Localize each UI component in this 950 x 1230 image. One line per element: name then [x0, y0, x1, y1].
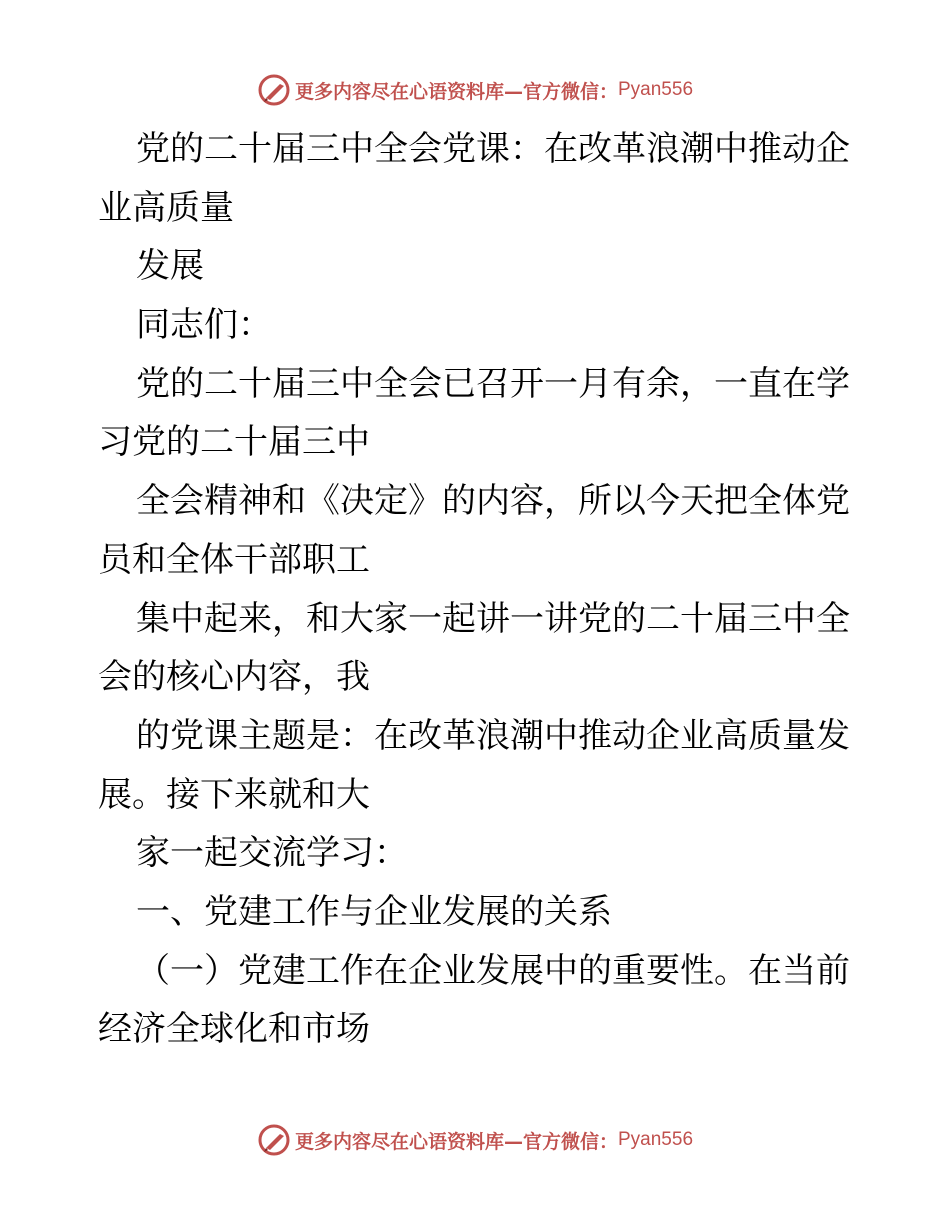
text-line: 全会精神和《决定》的内容，所以今天把全体党: [136, 481, 850, 522]
text-line: （一）党建工作在企业发展中的重要性。在当前: [136, 950, 850, 991]
text-line: 集中起来，和大家一起讲一讲党的二十届三中全: [136, 598, 850, 639]
watermark-text: 更多内容尽在心语资料库—官方微信：: [294, 80, 618, 103]
text-line: 经济全球化和市场: [98, 1009, 370, 1050]
header-watermark: [0, 72, 950, 108]
text-line: 的党课主题是：在改革浪潮中推动企业高质量发: [136, 715, 850, 756]
watermark-wechat-id: Pyan556: [618, 1129, 694, 1150]
pen-logo-icon: [257, 73, 291, 107]
text-line: 同志们：: [136, 305, 272, 346]
pen-logo-icon: [257, 1123, 291, 1157]
text-line: 展。接下来就和大: [98, 774, 370, 815]
text-line: 一、党建工作与企业发展的关系: [136, 891, 612, 932]
text-line: 党的二十届三中全会已召开一月有余，一直在学: [136, 363, 850, 404]
text-line: 家一起交流学习：: [136, 833, 408, 874]
text-line: 会的核心内容，我: [98, 657, 370, 698]
text-line: 习党的二十届三中: [98, 422, 370, 463]
text-line: 发展: [136, 246, 204, 287]
document-body: [98, 120, 858, 1059]
text-line: 党的二十届三中全会党课：在改革浪潮中推动企: [136, 129, 850, 169]
text-line: 员和全体干部职工: [98, 539, 370, 580]
footer-watermark: [0, 1122, 950, 1158]
watermark-wechat-id: Pyan556: [618, 79, 694, 100]
watermark-text: 更多内容尽在心语资料库—官方微信：: [294, 1130, 618, 1153]
text-line: 业高质量: [98, 187, 234, 228]
